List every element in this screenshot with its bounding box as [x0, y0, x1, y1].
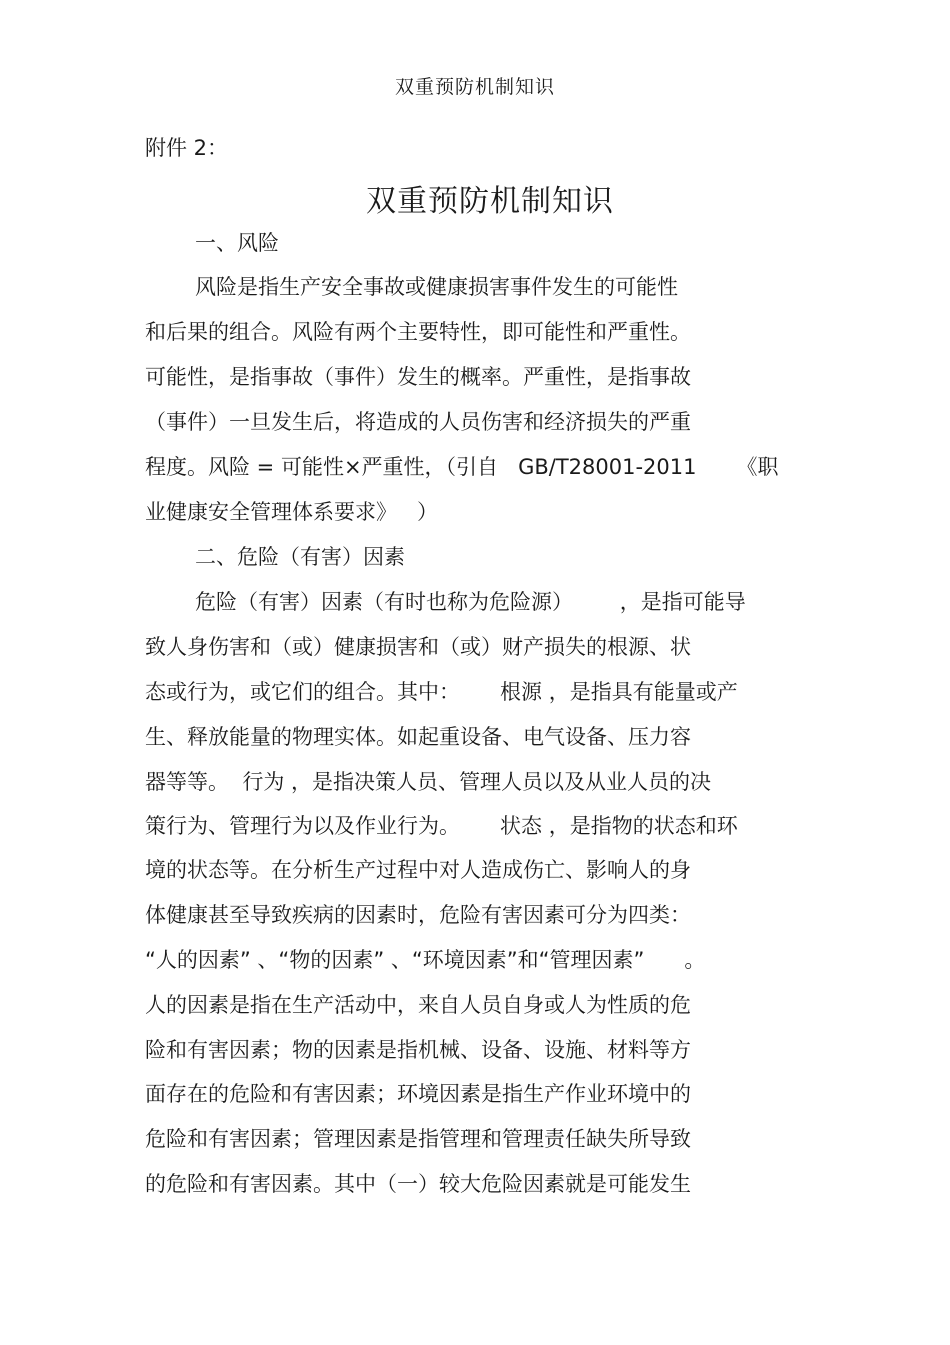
paragraph-line: “人的因素” 、“物的因素” 、“环境因素”和“管理因素” 。: [145, 948, 706, 972]
paragraph-line: 器等等。 行为 ，是指决策人员、管理人员以及从业人员的决: [145, 770, 712, 794]
paragraph-line: 危险（有害）因素（有时也称为危险源） ，是指可能导: [195, 590, 746, 614]
paragraph-line: （事件）一旦发生后，将造成的人员伤害和经济损失的严重: [145, 410, 691, 434]
paragraph-line: 程度。风险 = 可能性×严重性，（引自 GB/T28001-2011 《职: [145, 455, 779, 479]
paragraph-line: 面存在的危险和有害因素；环境因素是指生产作业环境中的: [145, 1082, 691, 1106]
paragraph-line: 态或行为，或它们的组合。其中： 根源 ，是指具有能量或产: [145, 680, 738, 704]
paragraph-line: 风险是指生产安全事故或健康损害事件发生的可能性: [195, 275, 678, 299]
section-heading-hazard: 二、危险（有害）因素: [195, 545, 405, 569]
paragraph-line: 危险和有害因素；管理因素是指管理和管理责任缺失所导致: [145, 1127, 691, 1151]
paragraph-line: 致人身伤害和（或）健康损害和（或）财产损失的根源、状: [145, 635, 691, 659]
paragraph-line: 境的状态等。在分析生产过程中对人造成伤亡、影响人的身: [145, 858, 691, 882]
section-heading-risk: 一、风险: [195, 231, 279, 255]
paragraph-line: 体健康甚至导致疾病的因素时，危险有害因素可分为四类：: [145, 903, 691, 927]
attachment-label: 附件 2：: [145, 136, 229, 160]
paragraph-line: 生、释放能量的物理实体。如起重设备、电气设备、压力容: [145, 725, 691, 749]
document-title: 双重预防机制知识: [366, 184, 614, 219]
paragraph-line: 策行为、管理行为以及作业行为。 状态 ，是指物的状态和环: [145, 814, 738, 838]
paragraph-line: 险和有害因素；物的因素是指机械、设备、设施、材料等方: [145, 1038, 691, 1062]
paragraph-line: 人的因素是指在生产活动中，来自人员自身或人为性质的危: [145, 993, 691, 1017]
paragraph-line: 的危险和有害因素。其中（一）较大危险因素就是可能发生: [145, 1172, 691, 1196]
paragraph-line: 可能性，是指事故（事件）发生的概率。严重性，是指事故: [145, 365, 691, 389]
running-header: 双重预防机制知识: [394, 76, 555, 98]
paragraph-line: 业健康安全管理体系要求》 ）: [145, 500, 439, 524]
paragraph-line: 和后果的组合。风险有两个主要特性，即可能性和严重性。: [145, 320, 691, 344]
